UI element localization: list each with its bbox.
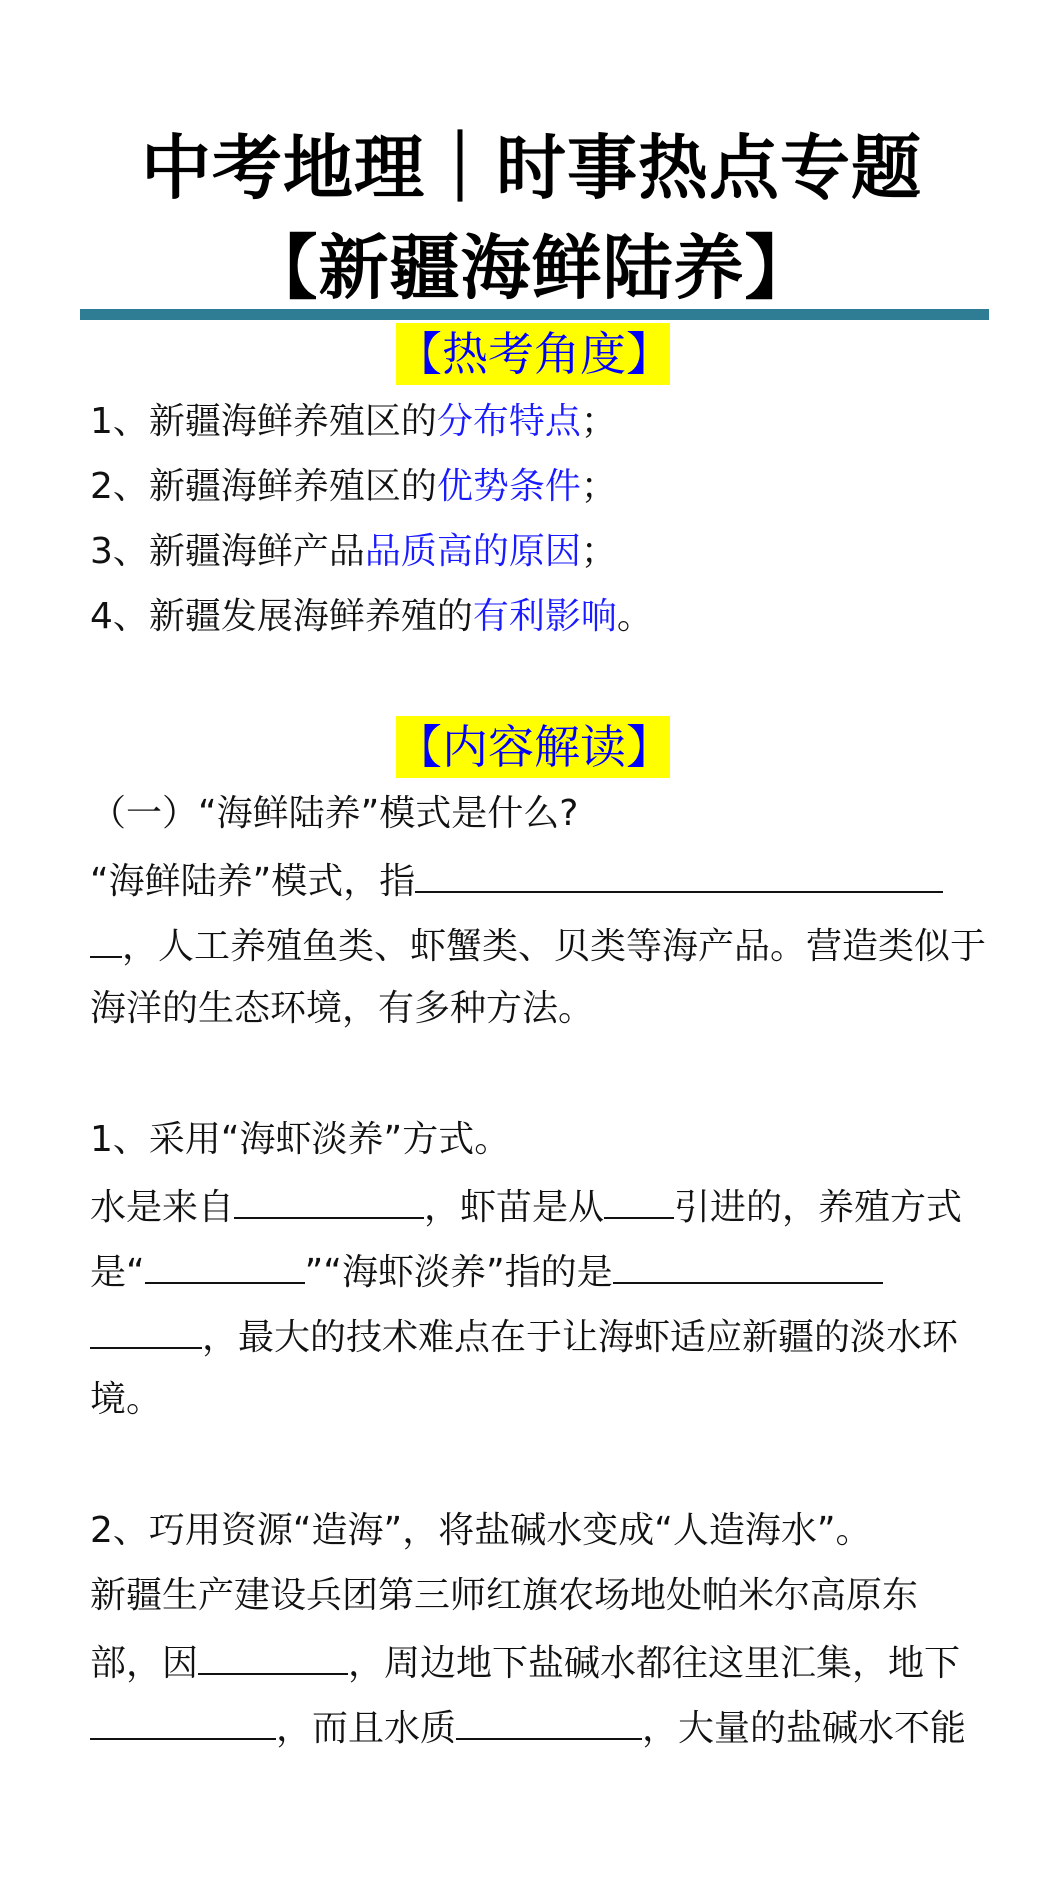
section-1-line-2 <box>90 1248 883 1295</box>
text: ，人工养殖鱼类、虾蟹类、贝类等海产品。营造类似于 <box>122 926 987 967</box>
section-1-line-3 <box>90 1313 958 1360</box>
question-1-line-3: 海洋的生态环境，有多种方法。 <box>90 988 595 1029</box>
hot-angle-punct: ； <box>580 401 617 442</box>
hot-angle-punct: ； <box>580 466 617 507</box>
text: ，周边地下盐碱水都往这里汇集，地下 <box>348 1643 961 1684</box>
blank-line <box>90 922 122 958</box>
hot-angle-punct: 。 <box>616 596 653 637</box>
blank-line <box>90 1704 276 1740</box>
section-heading-content: 【内容解读】 <box>396 716 670 778</box>
text: “海鲜陆养”模式，指 <box>90 861 416 902</box>
blank-line <box>613 1248 883 1284</box>
blank-line <box>604 1183 674 1219</box>
question-1-line-1 <box>90 857 943 904</box>
hot-angle-highlight: 分布特点 <box>436 401 581 442</box>
hot-angle-highlight: 优势条件 <box>436 466 581 507</box>
text: 水是来自 <box>90 1187 235 1228</box>
hot-angle-text: 2、新疆海鲜养殖区的 <box>90 466 437 507</box>
section-1-title: 1、采用“海虾淡养”方式。 <box>90 1119 511 1160</box>
text: ，而且水质 <box>276 1708 457 1749</box>
blank-line <box>456 1704 642 1740</box>
hot-angle-item-4 <box>90 595 653 639</box>
text: 是“ <box>90 1252 145 1293</box>
text: 部，因 <box>90 1643 199 1684</box>
hot-angle-highlight: 有利影响 <box>472 596 617 637</box>
text: ，大量的盐碱水不能 <box>642 1708 967 1749</box>
hot-angle-item-1 <box>90 400 617 444</box>
section-2-line-1: 新疆生产建设兵团第三师红旗农场地处帕米尔高原东 <box>90 1575 919 1616</box>
title-divider <box>80 309 989 320</box>
question-1-line-2 <box>90 922 986 969</box>
hot-angle-text: 1、新疆海鲜养殖区的 <box>90 401 437 442</box>
hot-angle-item-2 <box>90 465 617 509</box>
section-heading-hot-angles: 【热考角度】 <box>396 323 670 385</box>
blank-line <box>234 1183 424 1219</box>
section-2-line-2 <box>90 1639 960 1686</box>
hot-angle-punct: ； <box>580 531 617 572</box>
hot-angle-item-3 <box>90 530 617 574</box>
blank-line <box>145 1248 305 1284</box>
section-1-line-4: 境。 <box>90 1379 163 1420</box>
page-title: 中考地理｜时事热点专题 <box>141 127 922 209</box>
section-2-title: 2、巧用资源“造海”，将盐碱水变成“人造海水”。 <box>90 1510 872 1551</box>
blank-line <box>415 857 943 893</box>
page-subtitle: 【新疆海鲜陆养】 <box>247 227 816 309</box>
hot-angle-text: 4、新疆发展海鲜养殖的 <box>90 596 473 637</box>
blank-line <box>90 1313 202 1349</box>
text: ，虾苗是从 <box>424 1187 605 1228</box>
question-1-title: （一）“海鲜陆养”模式是什么? <box>90 793 579 834</box>
hot-angle-text: 3、新疆海鲜产品 <box>90 531 365 572</box>
hot-angle-highlight: 品质高的原因 <box>364 531 581 572</box>
text: 引进的，养殖方式 <box>674 1187 963 1228</box>
blank-line <box>198 1639 348 1675</box>
text: ，最大的技术难点在于让海虾适应新疆的淡水环 <box>202 1317 959 1358</box>
section-2-line-3 <box>90 1704 966 1751</box>
section-1-line-1 <box>90 1183 962 1230</box>
text: ”“海虾淡养”指的是 <box>304 1252 613 1293</box>
